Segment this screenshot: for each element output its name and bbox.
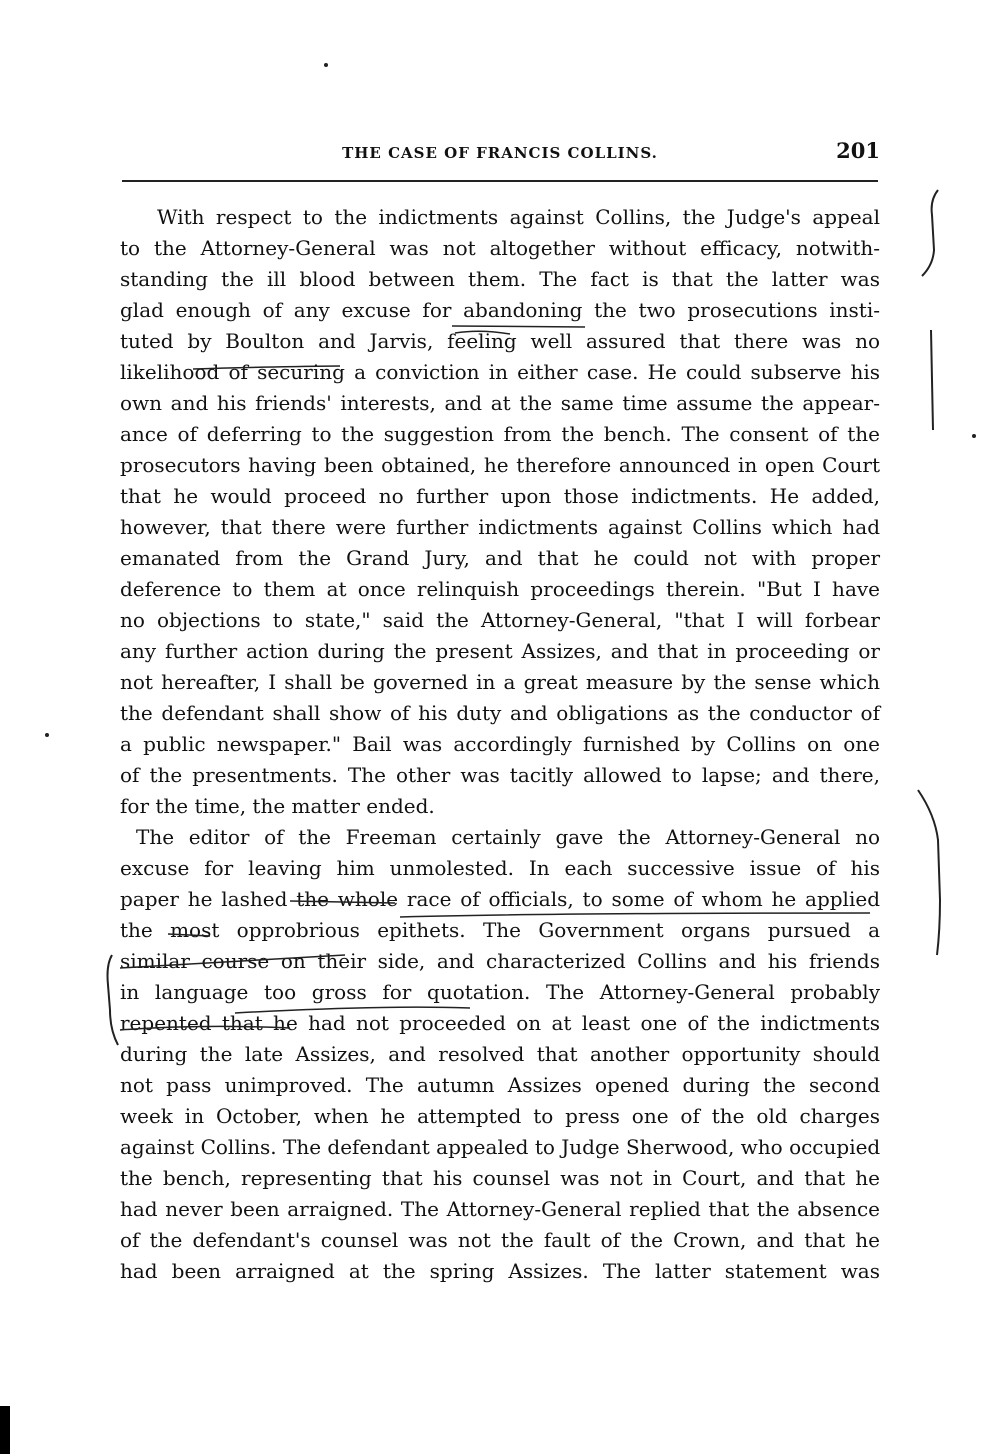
strike-mark (120, 1026, 290, 1030)
text-line: not hereafter, I shall be governed in a great measure by the sense which (120, 670, 880, 694)
text-line: however, that there were further indictments against Collins which had (120, 515, 880, 539)
text-line: With respect to the indictments against Collins, the Judge's appeal (157, 205, 880, 229)
text-line: that he would proceed no further upon those indictments. He added, (120, 484, 880, 508)
page-number: 201 (836, 138, 880, 163)
strike-mark (290, 901, 395, 903)
text-line: standing the ill blood between them. The fact is that the latter was (120, 267, 880, 291)
margin-bracket-mark (922, 190, 938, 276)
text-line: for the time, the matter ended. (120, 794, 435, 818)
margin-bracket-mark (108, 955, 119, 1045)
text-line: glad enough of any excuse for abandoning the two prosecutions insti- (120, 298, 880, 322)
text-line: had been arraigned at the spring Assizes. The latter statement was (120, 1259, 880, 1283)
text-line: a public newspaper." Bail was accordingly furnished by Collins on one (120, 732, 880, 756)
text-line: The editor of the Freeman certainly gave the Attorney-General no (136, 825, 880, 849)
scan-edge-mark (0, 1406, 10, 1454)
ink-speck (972, 434, 976, 438)
margin-bracket-mark (918, 790, 940, 955)
text-line: week in October, when he attempted to press one of the old charges (120, 1104, 880, 1128)
text-line: ance of deferring to the suggestion from the bench. The consent of the (120, 422, 880, 446)
text-line: emanated from the Grand Jury, and that he could not with proper (120, 546, 880, 570)
text-line: no objections to state," said the Attorney-General, "that I will forbear (120, 608, 880, 632)
text-line: against Collins. The defendant appealed to Judge Sherwood, who occupied (120, 1135, 881, 1159)
text-line: of the defendant's counsel was not the fault of the Crown, and that he (120, 1228, 880, 1252)
text-line: during the late Assizes, and resolved that another opportunity should (120, 1042, 880, 1066)
underline-mark (235, 1007, 470, 1013)
overline-mark (455, 331, 510, 334)
strike-mark (193, 366, 340, 369)
strike-mark (120, 955, 345, 968)
text-line: deference to them at once relinquish proceedings therein. "But I have (120, 577, 880, 601)
text-line: any further action during the present Assizes, and that in proceeding or (120, 639, 880, 663)
ink-speck (324, 63, 328, 67)
text-line: repented that he had not proceeded on at least one of the indictments (120, 1011, 880, 1035)
text-line: the bench, representing that his counsel was not in Court, and that he (120, 1166, 880, 1190)
text-line: in language too gross for quotation. The Attorney-General probably (120, 980, 880, 1004)
text-line: not pass unimproved. The autumn Assizes opened during the second (120, 1073, 880, 1097)
strike-mark (168, 934, 210, 936)
text-line: similar course on their side, and characterized Collins and his friends (120, 949, 880, 973)
text-line: prosecutors having been obtained, he therefore announced in open Court (120, 453, 880, 477)
text-line: the defendant shall show of his duty and obligations as the conductor of (120, 701, 880, 725)
text-line: paper he lashed the whole race of officials, to some of whom he applied (120, 887, 880, 911)
running-title: THE CASE OF FRANCIS COLLINS. (342, 144, 658, 162)
text-line: the most opprobrious epithets. The Government organs pursued a (120, 918, 880, 942)
text-line: tuted by Boulton and Jarvis, feeling well assured that there was no (120, 329, 880, 353)
ink-speck (45, 733, 49, 737)
margin-line-mark (931, 330, 933, 430)
text-line: had never been arraigned. The Attorney-General replied that the absence (120, 1197, 880, 1221)
text-line: own and his friends' interests, and at the same time assume the appear- (120, 391, 880, 415)
text-line: excuse for leaving him unmolested. In each successive issue of his (120, 856, 880, 880)
underline-mark (452, 326, 585, 327)
text-line: likelihood of securing a conviction in either case. He could subserve his (120, 360, 880, 384)
text-line: to the Attorney-General was not altogether without efficacy, notwith- (120, 236, 880, 260)
text-line: of the presentments. The other was tacitly allowed to lapse; and there, (120, 763, 880, 787)
underline-mark (400, 913, 870, 917)
